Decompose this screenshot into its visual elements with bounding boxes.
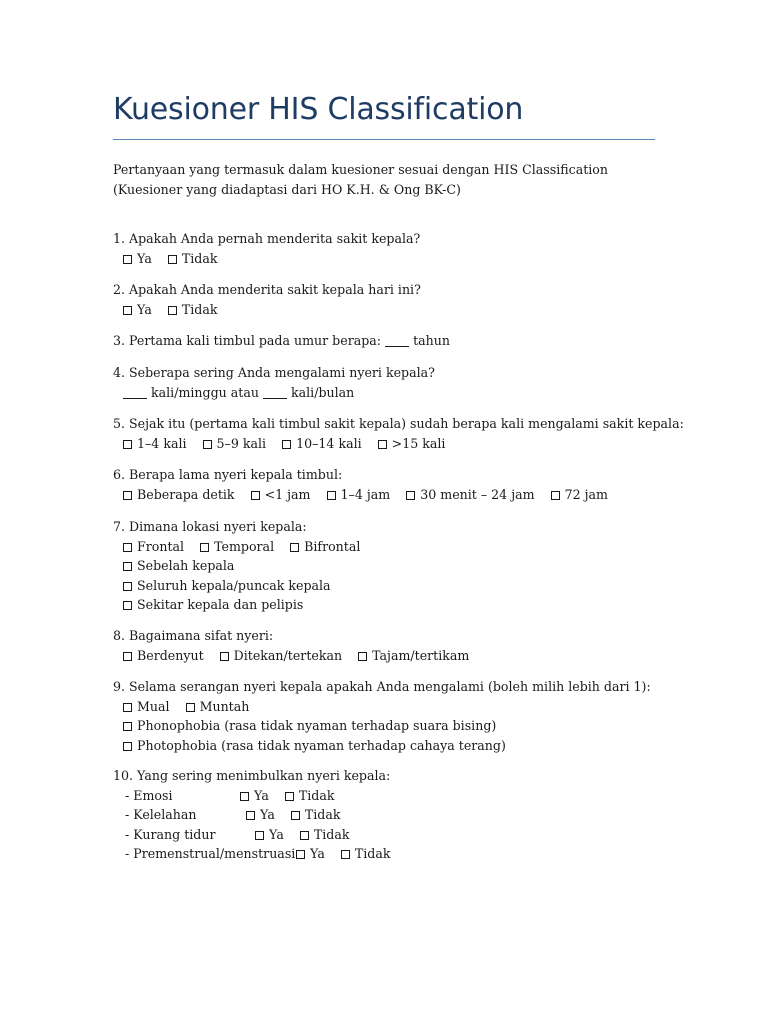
checkbox[interactable] <box>251 491 260 500</box>
option-tajam[interactable]: Tajam/tertikam <box>358 646 469 666</box>
checkbox[interactable] <box>378 440 387 449</box>
option-row <box>113 697 651 717</box>
checkbox[interactable] <box>282 440 291 449</box>
option-frontal[interactable]: Frontal <box>123 537 184 557</box>
question-6 <box>113 465 620 504</box>
unit-label: tahun <box>413 333 450 348</box>
option-72-jam[interactable]: 72 jam <box>551 485 608 505</box>
option-ya[interactable]: Ya <box>255 825 284 845</box>
checkbox[interactable] <box>246 811 255 820</box>
question-text: 8. Bagaimana sifat nyeri: <box>113 628 274 643</box>
option-row <box>113 556 372 576</box>
question-5 <box>113 414 684 453</box>
option-ya[interactable]: Ya <box>296 844 325 864</box>
option-row <box>113 595 372 615</box>
question-1 <box>113 229 420 268</box>
question-4 <box>113 363 435 402</box>
option-tidak[interactable]: Tidak <box>168 249 218 269</box>
checkbox[interactable] <box>186 703 195 712</box>
option-mual[interactable]: Mual <box>123 697 170 717</box>
option-temporal[interactable]: Temporal <box>200 537 274 557</box>
checkbox[interactable] <box>123 440 132 449</box>
per-week-blank[interactable] <box>123 387 147 399</box>
option-ya[interactable]: Ya <box>123 249 152 269</box>
checkbox[interactable] <box>358 652 367 661</box>
checkbox[interactable] <box>123 543 132 552</box>
option-tidak[interactable]: Tidak <box>300 825 350 845</box>
intro-line: (Kuesioner yang diadaptasi dari HO K.H. & Ong BK-C) <box>113 182 461 197</box>
option-ya[interactable]: Ya <box>246 805 275 825</box>
checkbox[interactable] <box>123 255 132 264</box>
option-sebelah-kepala[interactable]: Sebelah kepala <box>123 556 234 576</box>
option-row <box>113 576 372 596</box>
option-tidak[interactable]: Tidak <box>341 844 391 864</box>
option-1-4[interactable]: 1–4 kali <box>123 434 187 454</box>
checkbox[interactable] <box>327 491 336 500</box>
option-1-4-jam[interactable]: 1–4 jam <box>327 485 391 505</box>
option-ya[interactable]: Ya <box>240 786 269 806</box>
option-muntah[interactable]: Muntah <box>186 697 250 717</box>
per-month-blank[interactable] <box>263 387 287 399</box>
question-text: 6. Berapa lama nyeri kepala timbul: <box>113 467 343 482</box>
checkbox[interactable] <box>255 831 264 840</box>
option-ya[interactable]: Ya <box>123 300 152 320</box>
option-row <box>113 716 651 736</box>
checkbox[interactable] <box>123 652 132 661</box>
question-9 <box>113 677 651 755</box>
checkbox[interactable] <box>123 562 132 571</box>
question-text: 4. Seberapa sering Anda mengalami nyeri kepala? <box>113 365 435 380</box>
option-sekitar-kepala[interactable]: Sekitar kepala dan pelipis <box>123 595 303 615</box>
option-kurang-1-jam[interactable]: <1 jam <box>251 485 311 505</box>
checkbox[interactable] <box>200 543 209 552</box>
checkbox[interactable] <box>406 491 415 500</box>
checkbox[interactable] <box>285 792 294 801</box>
question-text: 5. Sejak itu (pertama kali timbul sakit kepala) sudah berapa kali mengalami sakit kepala: <box>113 416 684 431</box>
option-seluruh-kepala[interactable]: Seluruh kepala/puncak kepala <box>123 576 331 596</box>
option-bifrontal[interactable]: Bifrontal <box>290 537 360 557</box>
option-row <box>113 537 372 557</box>
trigger-label: - Kelelahan <box>125 807 197 822</box>
trigger-label: - Emosi <box>125 787 173 803</box>
checkbox[interactable] <box>123 582 132 591</box>
trigger-row <box>113 844 513 864</box>
option-row <box>113 646 481 666</box>
option-berdenyut[interactable]: Berdenyut <box>123 646 204 666</box>
question-3 <box>113 331 450 351</box>
option-15-plus[interactable]: >15 kali <box>378 434 446 454</box>
checkbox[interactable] <box>168 255 177 264</box>
trigger-row <box>113 805 513 825</box>
option-row <box>113 249 420 269</box>
question-7 <box>113 517 372 615</box>
option-tidak[interactable]: Tidak <box>285 786 335 806</box>
intro-text <box>113 160 608 200</box>
question-text: 7. Dimana lokasi nyeri kepala: <box>113 519 307 534</box>
question-text: 10. Yang sering menimbulkan nyeri kepala: <box>113 768 391 783</box>
question-10 <box>113 766 513 864</box>
option-tidak[interactable]: Tidak <box>291 805 341 825</box>
checkbox[interactable] <box>168 306 177 315</box>
intro-line: Pertanyaan yang termasuk dalam kuesioner sesuai dengan HIS Classification <box>113 162 608 177</box>
option-beberapa-detik[interactable]: Beberapa detik <box>123 485 235 505</box>
option-tidak[interactable]: Tidak <box>168 300 218 320</box>
option-ditekan[interactable]: Ditekan/tertekan <box>220 646 342 666</box>
question-2 <box>113 280 421 319</box>
option-row <box>113 300 421 320</box>
checkbox[interactable] <box>123 601 132 610</box>
checkbox[interactable] <box>291 811 300 820</box>
question-text: 9. Selama serangan nyeri kepala apakah Anda mengalami (boleh milih lebih dari 1): <box>113 679 651 694</box>
trigger-label: - Kurang tidur <box>125 826 216 842</box>
checkbox[interactable] <box>220 652 229 661</box>
checkbox[interactable] <box>123 742 132 751</box>
checkbox[interactable] <box>123 306 132 315</box>
option-photophobia[interactable]: Photophobia (rasa tidak nyaman terhadap cahaya terang) <box>123 736 506 756</box>
checkbox[interactable] <box>341 850 350 859</box>
page-title: Kuesioner HIS Classification <box>113 92 524 127</box>
title-divider <box>113 139 655 140</box>
option-row <box>113 485 620 505</box>
frequency-row: kali/minggu atau kali/bulan <box>113 383 435 403</box>
checkbox[interactable] <box>290 543 299 552</box>
checkbox[interactable] <box>203 440 212 449</box>
trigger-row <box>113 825 513 845</box>
option-30-menit-24-jam[interactable]: 30 menit – 24 jam <box>406 485 534 505</box>
option-row <box>113 434 684 454</box>
question-text: 3. Pertama kali timbul pada umur berapa: <box>113 333 382 348</box>
option-phonophobia[interactable]: Phonophobia (rasa tidak nyaman terhadap suara bising) <box>123 716 496 736</box>
checkbox[interactable] <box>123 491 132 500</box>
question-text: 1. Apakah Anda pernah menderita sakit kepala? <box>113 231 421 246</box>
age-blank[interactable] <box>385 335 409 347</box>
checkbox[interactable] <box>300 831 309 840</box>
question-8 <box>113 626 481 665</box>
trigger-row <box>113 786 513 806</box>
checkbox[interactable] <box>123 703 132 712</box>
checkbox[interactable] <box>296 850 305 859</box>
option-5-9[interactable]: 5–9 kali <box>203 434 267 454</box>
option-row <box>113 736 651 756</box>
checkbox[interactable] <box>551 491 560 500</box>
checkbox[interactable] <box>240 792 249 801</box>
checkbox[interactable] <box>123 722 132 731</box>
trigger-label: - Premenstrual/menstruasi <box>125 846 296 861</box>
question-text: 2. Apakah Anda menderita sakit kepala hari ini? <box>113 282 421 297</box>
option-10-14[interactable]: 10–14 kali <box>282 434 362 454</box>
